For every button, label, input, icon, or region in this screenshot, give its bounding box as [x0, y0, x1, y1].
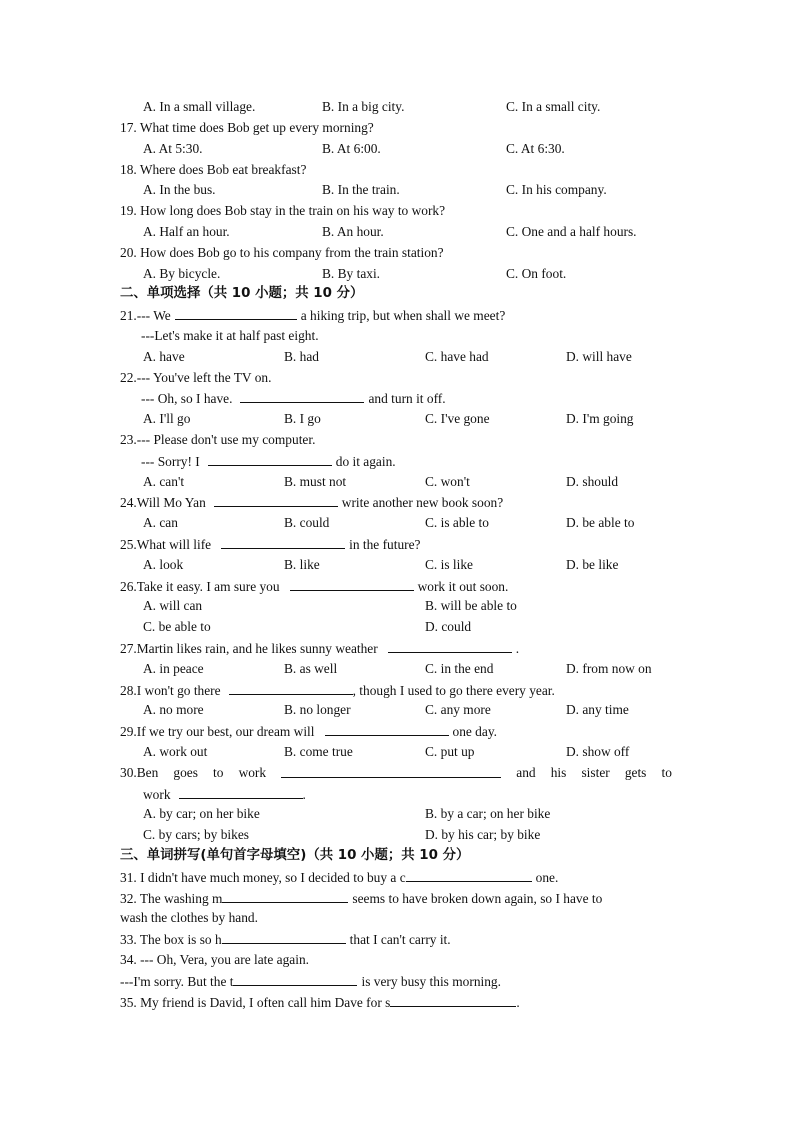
- q22-option-c: C. I've gone: [425, 411, 490, 426]
- q29-stem-end: one day.: [452, 724, 497, 739]
- q34-line2: [120, 972, 501, 991]
- q21-reply: ---Let's make it at half past eight.: [141, 328, 319, 343]
- q30-answer-blank-2[interactable]: [179, 785, 303, 799]
- q19-option-b: B. An hour.: [322, 224, 384, 239]
- q30-stem: [120, 764, 672, 782]
- section-2-heading: 二、单项选择（共 10 小题；共 10 分）: [120, 286, 364, 301]
- q22-stem: 22.--- You've left the TV on.: [120, 370, 272, 385]
- q23-option-b: B. must not: [284, 474, 347, 489]
- q23-reply-start: --- Sorry! I: [141, 454, 200, 469]
- q28-stem-end: , though I used to go there every year.: [352, 683, 555, 698]
- q33-stem-end: that I can't carry it.: [349, 932, 451, 947]
- q22-reply-end: and turn it off.: [368, 391, 446, 406]
- q26-option-d: D. could: [425, 619, 472, 634]
- q32-answer-blank[interactable]: [222, 889, 348, 903]
- q26-option-b: B. will be able to: [425, 598, 517, 613]
- q29-option-d: D. show off: [566, 744, 630, 759]
- q16-option-a: A. In a small village.: [143, 99, 256, 114]
- q18-stem: 18. Where does Bob eat breakfast?: [120, 162, 307, 177]
- q23-stem: 23.--- Please don't use my computer.: [120, 432, 316, 447]
- q18-option-b: B. In the train.: [322, 182, 400, 197]
- q23-option-a: A. can't: [143, 474, 185, 489]
- q29-option-c: C. put up: [425, 744, 475, 759]
- q28-option-c: C. any more: [425, 702, 491, 717]
- section-3-heading: 三、单词拼写(单句首字母填空)（共 10 小题；共 10 分）: [120, 848, 470, 863]
- q34-stem-start: ---I'm sorry. But the t: [120, 974, 234, 989]
- q27-stem-start: 27.Martin likes rain, and he likes sunny weather: [120, 641, 378, 656]
- q30-word: work: [238, 765, 267, 780]
- q18-option-c: C. In his company.: [506, 182, 607, 197]
- q24-option-b: B. could: [284, 515, 330, 530]
- q29-option-b: B. come true: [284, 744, 353, 759]
- q22-reply: [141, 389, 446, 408]
- q21-option-d: D. will have: [566, 349, 632, 364]
- q18-option-a: A. In the bus.: [143, 182, 216, 197]
- q26-stem: [120, 577, 508, 596]
- q29-option-a: A. work out: [143, 744, 208, 759]
- q33-stem-start: 33. The box is so h: [120, 932, 222, 947]
- q27-stem: [120, 639, 519, 658]
- q35-answer-blank[interactable]: [390, 993, 516, 1007]
- q31-stem: [120, 868, 558, 887]
- q21-stem: [120, 306, 505, 325]
- q17-option-b: B. At 6:00.: [322, 141, 381, 156]
- q30-word: and: [516, 765, 536, 780]
- q27-option-d: D. from now on: [566, 661, 652, 676]
- q25-option-d: D. be like: [566, 557, 619, 572]
- q31-stem-end: one.: [535, 870, 559, 885]
- q30-stem-line2-start: work: [143, 787, 171, 802]
- q21-stem-start: 21.--- We: [120, 308, 171, 323]
- q25-stem-end: in the future?: [349, 537, 421, 552]
- q30-option-c: C. by cars; by bikes: [143, 827, 249, 842]
- q26-option-a: A. will can: [143, 598, 203, 613]
- q30-word: sister: [581, 765, 610, 780]
- q20-option-b: B. By taxi.: [322, 266, 381, 281]
- q30-answer-blank[interactable]: [281, 764, 501, 778]
- q27-option-a: A. in peace: [143, 661, 204, 676]
- q27-stem-end: .: [515, 641, 520, 656]
- q21-option-b: B. had: [284, 349, 319, 364]
- q31-answer-blank[interactable]: [406, 868, 532, 882]
- q23-option-c: C. won't: [425, 474, 470, 489]
- q21-stem-end: a hiking trip, but when shall we meet?: [300, 308, 506, 323]
- q30-word: gets: [624, 765, 647, 780]
- q20-option-a: A. By bicycle.: [143, 266, 221, 281]
- q21-answer-blank[interactable]: [175, 306, 297, 320]
- q30-option-d: D. by his car; by bike: [425, 827, 541, 842]
- q33-stem: [120, 930, 451, 949]
- q19-option-a: A. Half an hour.: [143, 224, 230, 239]
- q25-answer-blank[interactable]: [221, 535, 345, 549]
- q26-option-c: C. be able to: [143, 619, 211, 634]
- q22-answer-blank[interactable]: [240, 389, 364, 403]
- q30-stem-line2-end: .: [302, 787, 306, 802]
- q27-option-b: B. as well: [284, 661, 338, 676]
- q32-stem-end: seems to have broken down again, so I have to: [352, 891, 603, 906]
- q17-option-c: C. At 6:30.: [506, 141, 565, 156]
- q34-line1: 34. --- Oh, Vera, you are late again.: [120, 952, 310, 967]
- q26-stem-start: 26.Take it easy. I am sure you: [120, 579, 280, 594]
- q28-stem-start: 28.I won't go there: [120, 683, 221, 698]
- q32-stem-line2: wash the clothes by hand.: [120, 910, 258, 925]
- q28-option-d: D. any time: [566, 702, 629, 717]
- q31-stem-start: 31. I didn't have much money, so I decided to buy a c: [120, 870, 406, 885]
- q24-option-d: D. be able to: [566, 515, 635, 530]
- q32-stem: [120, 889, 602, 908]
- q24-stem: [120, 493, 503, 512]
- q17-stem: 17. What time does Bob get up every morning?: [120, 120, 374, 135]
- q25-option-a: A. look: [143, 557, 184, 572]
- q21-option-a: A. have: [143, 349, 185, 364]
- q27-answer-blank[interactable]: [388, 639, 512, 653]
- q30-word: goes: [173, 765, 198, 780]
- q16-option-c: C. In a small city.: [506, 99, 601, 114]
- q30-word: his: [550, 765, 567, 780]
- q32-stem-start: 32. The washing m: [120, 891, 223, 906]
- q28-option-b: B. no longer: [284, 702, 351, 717]
- q21-option-c: C. have had: [425, 349, 489, 364]
- q30-option-b: B. by a car; on her bike: [425, 806, 551, 821]
- q23-option-d: D. should: [566, 474, 619, 489]
- q23-answer-blank[interactable]: [208, 452, 332, 466]
- q28-answer-blank[interactable]: [229, 681, 353, 695]
- q24-stem-end: write another new book soon?: [341, 495, 504, 510]
- q22-reply-start: --- Oh, so I have.: [141, 391, 233, 406]
- q26-answer-blank[interactable]: [290, 577, 414, 591]
- q25-stem-start: 25.What will life: [120, 537, 212, 552]
- q33-answer-blank[interactable]: [222, 930, 346, 944]
- q24-stem-start: 24.Will Mo Yan: [120, 495, 206, 510]
- q30-option-a: A. by car; on her bike: [143, 806, 260, 821]
- q35-stem-start: 35. My friend is David, I often call him Dave for s: [120, 995, 391, 1010]
- q30-word: 30.Ben: [120, 765, 159, 780]
- q30-stem-line2: [143, 785, 306, 804]
- q25-stem: [120, 535, 421, 554]
- q35-stem: [120, 993, 520, 1012]
- q29-stem-start: 29.If we try our best, our dream will: [120, 724, 315, 739]
- q22-option-d: D. I'm going: [566, 411, 634, 426]
- q30-word: to: [213, 765, 224, 780]
- q20-option-c: C. On foot.: [506, 266, 567, 281]
- q17-option-a: A. At 5:30.: [143, 141, 203, 156]
- q24-answer-blank[interactable]: [214, 493, 338, 507]
- q29-stem: [120, 722, 497, 741]
- q34-stem-end: is very busy this morning.: [361, 974, 501, 989]
- q25-option-c: C. is like: [425, 557, 473, 572]
- q28-option-a: A. no more: [143, 702, 204, 717]
- q35-stem-end: .: [516, 995, 520, 1010]
- q20-stem: 20. How does Bob go to his company from the train station?: [120, 245, 444, 260]
- q22-option-a: A. I'll go: [143, 411, 191, 426]
- q16-option-b: B. In a big city.: [322, 99, 405, 114]
- q26-stem-end: work it out soon.: [417, 579, 509, 594]
- q28-stem: [120, 681, 555, 700]
- q23-reply: [141, 452, 396, 471]
- q25-option-b: B. like: [284, 557, 320, 572]
- q34-answer-blank[interactable]: [233, 972, 357, 986]
- q19-stem: 19. How long does Bob stay in the train on his way to work?: [120, 203, 446, 218]
- q27-option-c: C. in the end: [425, 661, 494, 676]
- q24-option-a: A. can: [143, 515, 178, 530]
- q19-option-c: C. One and a half hours.: [506, 224, 637, 239]
- q22-option-b: B. I go: [284, 411, 321, 426]
- q23-reply-end: do it again.: [335, 454, 396, 469]
- q29-answer-blank[interactable]: [325, 722, 449, 736]
- q30-word: to: [661, 765, 672, 780]
- q24-option-c: C. is able to: [425, 515, 489, 530]
